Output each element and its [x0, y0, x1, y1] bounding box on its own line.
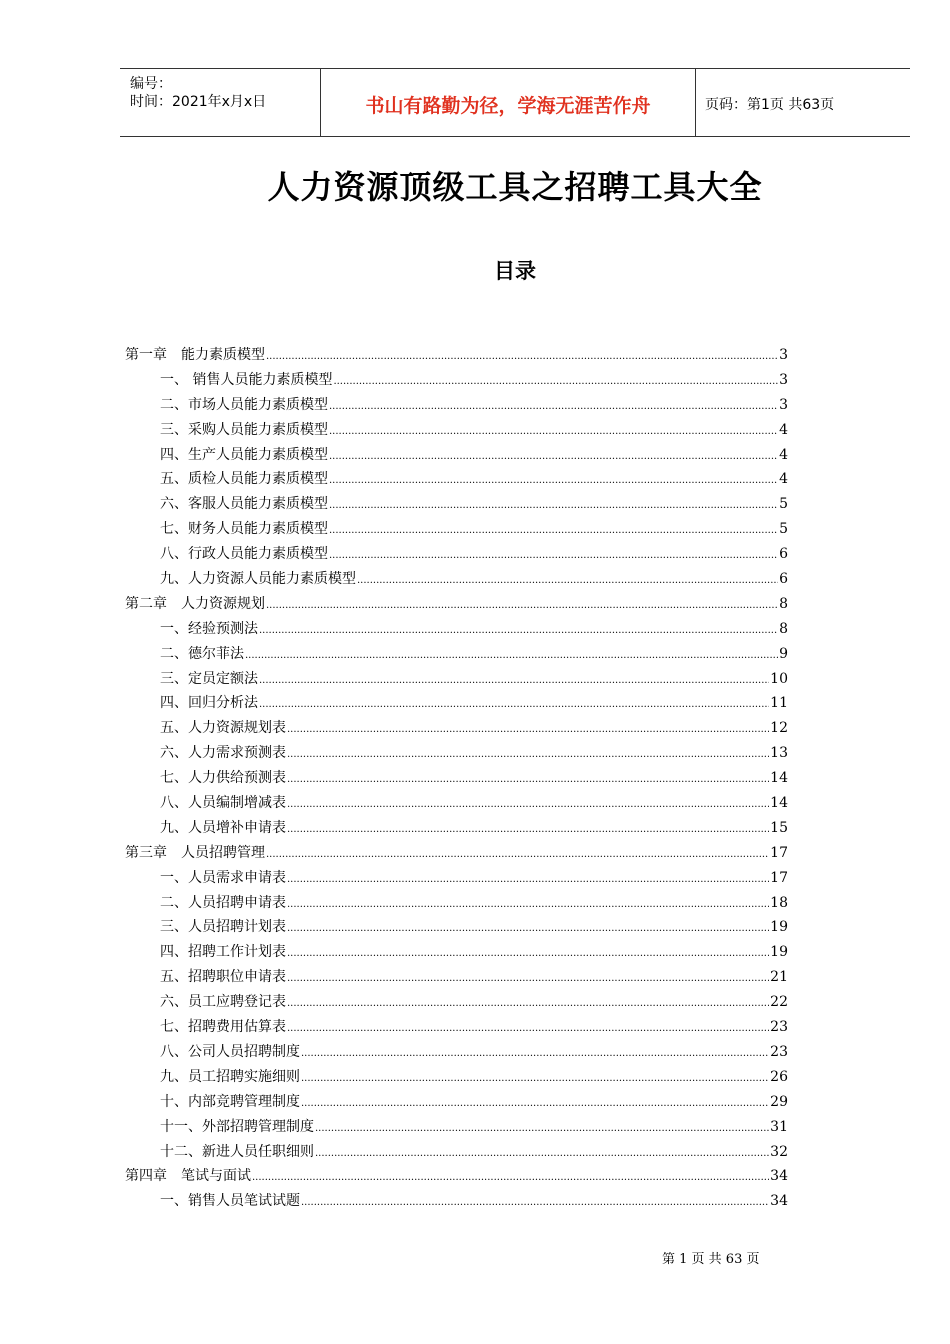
- toc-chapter-entry[interactable]: [125, 841, 788, 866]
- toc-entry-page-number: 9: [779, 645, 788, 662]
- toc-entry-page-number: 34: [770, 1193, 788, 1210]
- toc-entry-title: 七、招聘费用估算表: [160, 1019, 286, 1036]
- toc-section-entry[interactable]: [125, 791, 788, 816]
- toc-entry-page-number: 3: [779, 371, 788, 388]
- toc-dot-leader: [259, 619, 778, 644]
- toc-section-entry[interactable]: [125, 915, 788, 940]
- toc-dot-leader: [315, 1142, 769, 1167]
- toc-dot-leader: [287, 868, 769, 893]
- toc-section-entry[interactable]: [125, 691, 788, 716]
- toc-dot-leader: [329, 445, 778, 470]
- toc-dot-leader: [301, 1191, 769, 1216]
- toc-section-entry[interactable]: [125, 617, 788, 642]
- toc-dot-leader: [329, 544, 778, 569]
- table-of-contents: [125, 343, 788, 1214]
- toc-entry-title: 六、人力需求预测表: [160, 745, 286, 762]
- toc-entry-page-number: 21: [770, 969, 788, 986]
- toc-entry-title: 十二、新进人员任职细则: [160, 1143, 314, 1160]
- toc-section-entry[interactable]: [125, 1115, 788, 1140]
- toc-entry-page-number: 3: [779, 347, 788, 363]
- toc-dot-leader: [287, 942, 769, 967]
- toc-chapter-entry[interactable]: [125, 343, 788, 368]
- toc-section-entry[interactable]: [125, 1140, 788, 1165]
- toc-dot-leader: [287, 967, 769, 992]
- toc-entry-title: 六、客服人员能力素质模型: [160, 496, 328, 513]
- toc-section-entry[interactable]: [125, 891, 788, 916]
- toc-entry-page-number: 26: [770, 1068, 788, 1085]
- toc-dot-leader: [287, 793, 769, 818]
- toc-entry-page-number: 4: [779, 446, 788, 463]
- toc-dot-leader: [315, 1117, 769, 1142]
- toc-entry-title: 五、招聘职位申请表: [160, 969, 286, 986]
- toc-entry-title: 五、人力资源规划表: [160, 720, 286, 737]
- header-page-cell: [695, 69, 910, 136]
- toc-entry-page-number: 11: [770, 695, 788, 712]
- toc-entry-title: 八、人员编制增减表: [160, 795, 286, 812]
- toc-dot-leader: [329, 469, 778, 494]
- toc-entry-page-number: 23: [770, 1019, 788, 1036]
- toc-entry-title: 七、人力供给预测表: [160, 770, 286, 787]
- toc-heading: 目录: [494, 258, 536, 283]
- toc-entry-title: 八、公司人员招聘制度: [160, 1043, 300, 1060]
- toc-entry-title: 四、招聘工作计划表: [160, 944, 286, 961]
- toc-section-entry[interactable]: [125, 492, 788, 517]
- toc-dot-leader: [287, 1017, 769, 1042]
- toc-entry-page-number: 22: [770, 994, 788, 1011]
- toc-dot-leader: [252, 1166, 769, 1191]
- toc-section-entry[interactable]: [125, 990, 788, 1015]
- toc-entry-title: 一、人员需求申请表: [160, 869, 286, 886]
- toc-dot-leader: [287, 992, 769, 1017]
- toc-section-entry[interactable]: [125, 716, 788, 741]
- toc-entry-title: 二、人员招聘申请表: [160, 894, 286, 911]
- toc-entry-title: 三、采购人员能力素质模型: [160, 421, 328, 438]
- toc-section-entry[interactable]: [125, 1090, 788, 1115]
- toc-dot-leader: [287, 718, 769, 743]
- toc-dot-leader: [259, 693, 769, 718]
- document-number-label: 编号：: [130, 76, 172, 92]
- toc-dot-leader: [301, 1092, 769, 1117]
- toc-entry-page-number: 18: [770, 894, 788, 911]
- toc-entry-title: 九、人力资源人员能力素质模型: [160, 571, 356, 588]
- toc-entry-title: 第四章 笔试与面试: [125, 1168, 251, 1185]
- toc-entry-title: 五、质检人员能力素质模型: [160, 471, 328, 488]
- toc-entry-title: 八、行政人员能力素质模型: [160, 546, 328, 563]
- toc-entry-title: 第三章 人员招聘管理: [125, 844, 265, 861]
- toc-entry-title: 四、回归分析法: [160, 695, 258, 712]
- toc-entry-page-number: 5: [779, 521, 788, 538]
- toc-entry-title: 十一、外部招聘管理制度: [160, 1118, 314, 1135]
- toc-section-entry[interactable]: [125, 741, 788, 766]
- toc-dot-leader: [287, 893, 769, 918]
- toc-section-entry[interactable]: [125, 965, 788, 990]
- toc-entry-page-number: 4: [779, 421, 788, 438]
- toc-entry-title: 九、人员增补申请表: [160, 819, 286, 836]
- toc-section-entry[interactable]: [125, 368, 788, 393]
- toc-entry-title: 七、财务人员能力素质模型: [160, 521, 328, 538]
- toc-entry-title: 一、 销售人员能力素质模型: [160, 371, 333, 388]
- toc-entry-page-number: 8: [779, 595, 788, 612]
- toc-dot-leader: [266, 345, 778, 370]
- toc-section-entry[interactable]: [125, 517, 788, 542]
- toc-section-entry[interactable]: [125, 667, 788, 692]
- toc-section-entry[interactable]: [125, 567, 788, 592]
- toc-section-entry[interactable]: [125, 418, 788, 443]
- toc-entry-page-number: 3: [779, 396, 788, 413]
- toc-section-entry[interactable]: [125, 1015, 788, 1040]
- toc-entry-title: 四、生产人员能力素质模型: [160, 446, 328, 463]
- toc-chapter-entry[interactable]: [125, 592, 788, 617]
- toc-chapter-entry[interactable]: [125, 1164, 788, 1189]
- toc-entry-title: 一、销售人员笔试试题: [160, 1193, 300, 1210]
- toc-dot-leader: [329, 494, 778, 519]
- toc-entry-title: 三、定员定额法: [160, 670, 258, 687]
- document-title: 人力资源顶级工具之招聘工具大全: [267, 168, 763, 206]
- toc-entry-page-number: 10: [770, 670, 788, 687]
- toc-dot-leader: [301, 1067, 769, 1092]
- toc-dot-leader: [301, 1042, 769, 1067]
- header-page-info: 页码：第1页 共63页: [705, 97, 835, 113]
- toc-dot-leader: [259, 669, 769, 694]
- toc-entry-page-number: 31: [770, 1118, 788, 1135]
- toc-entry-page-number: 8: [779, 620, 788, 637]
- toc-entry-page-number: 15: [770, 819, 788, 836]
- toc-dot-leader: [329, 395, 778, 420]
- toc-section-entry[interactable]: [125, 542, 788, 567]
- toc-dot-leader: [266, 843, 769, 868]
- toc-section-entry[interactable]: [125, 443, 788, 468]
- toc-dot-leader: [287, 818, 769, 843]
- toc-section-entry[interactable]: [125, 940, 788, 965]
- toc-section-entry[interactable]: [125, 1189, 788, 1214]
- toc-entry-title: 九、员工招聘实施细则: [160, 1068, 300, 1085]
- toc-dot-leader: [329, 519, 778, 544]
- header-motto-cell: [320, 69, 696, 136]
- header-motto: 书山有路勤为径，学海无涯苦作舟: [365, 95, 651, 117]
- toc-entry-title: 二、市场人员能力素质模型: [160, 396, 328, 413]
- toc-dot-leader: [329, 420, 778, 445]
- toc-entry-page-number: 5: [779, 496, 788, 513]
- toc-entry-title: 三、人员招聘计划表: [160, 919, 286, 936]
- toc-section-entry[interactable]: [125, 1065, 788, 1090]
- toc-entry-page-number: 6: [779, 546, 788, 563]
- toc-section-entry[interactable]: [125, 1040, 788, 1065]
- toc-entry-page-number: 6: [779, 571, 788, 588]
- toc-dot-leader: [287, 768, 769, 793]
- toc-section-entry[interactable]: [125, 642, 788, 667]
- toc-entry-page-number: 34: [770, 1168, 788, 1185]
- toc-section-entry[interactable]: [125, 467, 788, 492]
- toc-section-entry[interactable]: [125, 766, 788, 791]
- toc-entry-page-number: 12: [770, 720, 788, 737]
- toc-entry-page-number: 23: [770, 1043, 788, 1060]
- toc-entry-title: 六、员工应聘登记表: [160, 994, 286, 1011]
- toc-section-entry[interactable]: [125, 393, 788, 418]
- toc-dot-leader: [266, 594, 778, 619]
- toc-entry-page-number: 13: [770, 745, 788, 762]
- toc-entry-title: 第二章 人力资源规划: [125, 595, 265, 612]
- toc-entry-page-number: 29: [770, 1093, 788, 1110]
- toc-entry-page-number: 14: [770, 795, 788, 812]
- page-footer: 第 1 页 共 63 页: [662, 1252, 760, 1267]
- toc-entry-title: 一、经验预测法: [160, 620, 258, 637]
- document-time-label: 时间：2021年x月x日: [130, 94, 267, 110]
- toc-entry-title: 十、内部竞聘管理制度: [160, 1093, 300, 1110]
- toc-entry-title: 二、德尔菲法: [160, 645, 244, 662]
- toc-dot-leader: [245, 644, 778, 669]
- toc-dot-leader: [333, 370, 778, 395]
- toc-dot-leader: [357, 569, 778, 594]
- toc-entry-page-number: 19: [770, 944, 788, 961]
- toc-entry-page-number: 32: [770, 1143, 788, 1160]
- page-header: [120, 68, 910, 137]
- toc-dot-leader: [287, 917, 769, 942]
- toc-entry-page-number: 14: [770, 770, 788, 787]
- toc-dot-leader: [287, 743, 769, 768]
- toc-entry-page-number: 17: [770, 869, 788, 886]
- toc-entry-page-number: 19: [770, 919, 788, 936]
- header-left-cell: [120, 69, 320, 136]
- toc-entry-page-number: 4: [779, 471, 788, 488]
- toc-entry-title: 第一章 能力素质模型: [125, 347, 265, 363]
- toc-entry-page-number: 17: [770, 844, 788, 861]
- toc-section-entry[interactable]: [125, 816, 788, 841]
- toc-section-entry[interactable]: [125, 866, 788, 891]
